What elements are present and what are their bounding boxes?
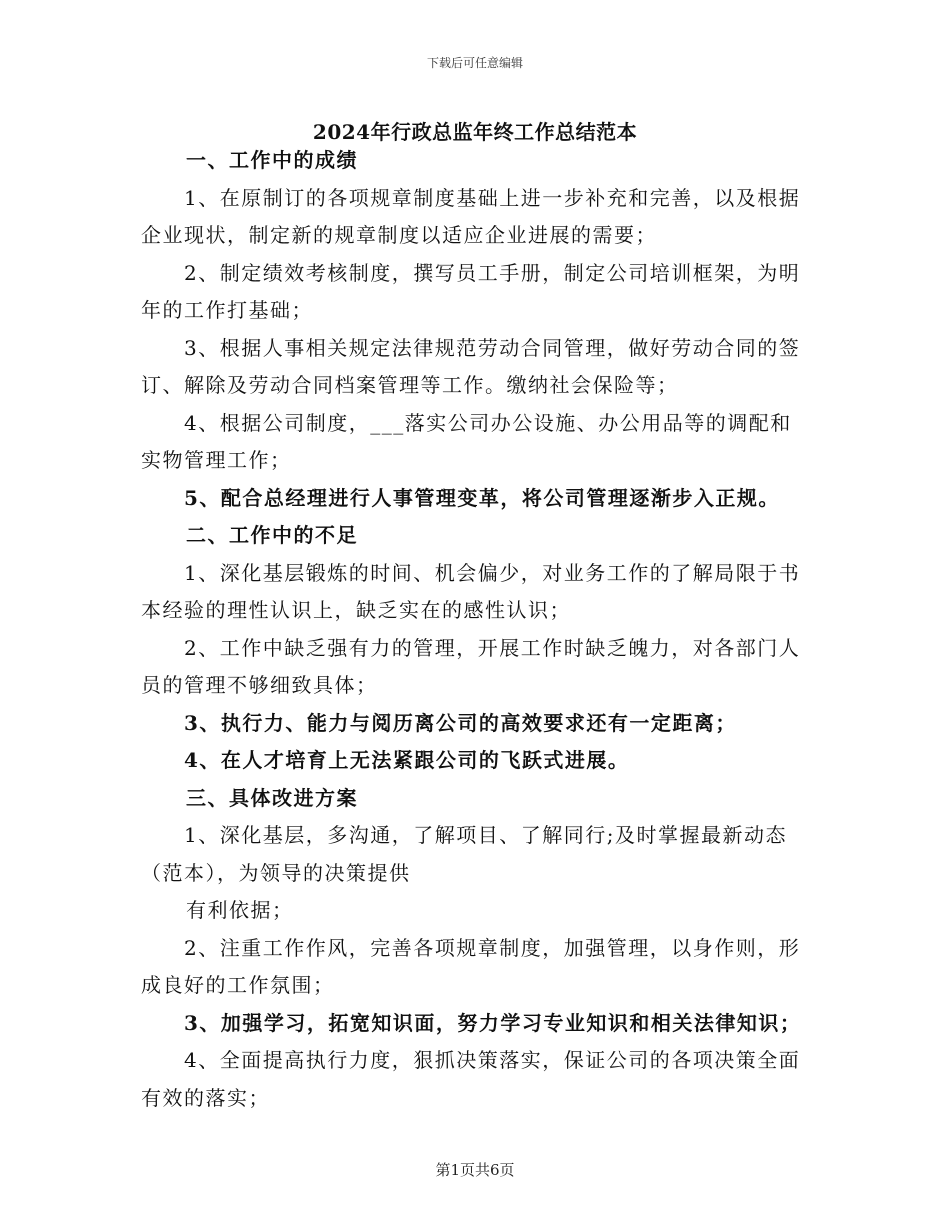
paragraph-bold: 3、加强学习，拓宽知识面，努力学习专业知识和相关法律知识；: [184, 1010, 802, 1035]
section-heading: 二、工作中的不足: [186, 523, 358, 547]
paragraph: 2、注重工作作风，完善各项规章制度，加强管理，以身作则，形成良好的工作氛围；: [141, 935, 801, 997]
paragraph-bold: 5、配合总经理进行人事管理变革，将公司管理逐渐步入正规。: [184, 485, 780, 510]
section-heading: 三、具体改进方案: [186, 785, 358, 810]
paragraph: 4、全面提高执行力度，狠抓决策落实，保证公司的各项决策全面有效的落实；: [141, 1048, 801, 1110]
paragraph-bold: 3、执行力、能力与阅历离公司的高效要求还有一定距离；: [184, 710, 737, 735]
paragraph: 2、制定绩效考核制度，撰写员工手册，制定公司培训框架，为明年的工作打基础；: [141, 260, 801, 322]
paragraph: 4、根据公司制度，___落实公司办公设施、办公用品等的调配和实物管理工作；: [141, 410, 792, 472]
paragraph: 1、在原制订的各项规章制度基础上进一步补充和完善，以及根据企业现状，制定新的规章制度以适应企业进展的需要；: [141, 185, 801, 247]
paragraph: 2、工作中缺乏强有力的管理，开展工作时缺乏魄力，对各部门人员的管理不够细致具体；: [141, 635, 801, 697]
paragraph-continuation: 有利依据；: [186, 898, 294, 922]
document-body: [141, 142, 806, 1117]
section-heading: 一、工作中的成绩: [186, 148, 358, 172]
paragraph: 1、深化基层锻炼的时间、机会偏少，对业务工作的了解局限于书本经验的理性认识上，缺乏实在的感性认识；: [141, 560, 801, 622]
header-note: 下载后可任意编辑: [426, 56, 523, 70]
paragraph-bold: 4、在人才培育上无法紧跟公司的飞跃式进展。: [184, 748, 630, 772]
page-footer: 第1页共6页: [435, 1161, 515, 1179]
document-title: 2024年行政总监年终工作总结范本: [312, 120, 638, 144]
paragraph: 3、根据人事相关规定法律规范劳动合同管理，做好劳动合同的签订、解除及劳动合同档案管理等工作。缴纳社会保险等；: [141, 335, 801, 397]
paragraph: 1、深化基层，多沟通，了解项目、了解同行;及时掌握最新动态（范本），为领导的决策提供: [141, 823, 787, 885]
